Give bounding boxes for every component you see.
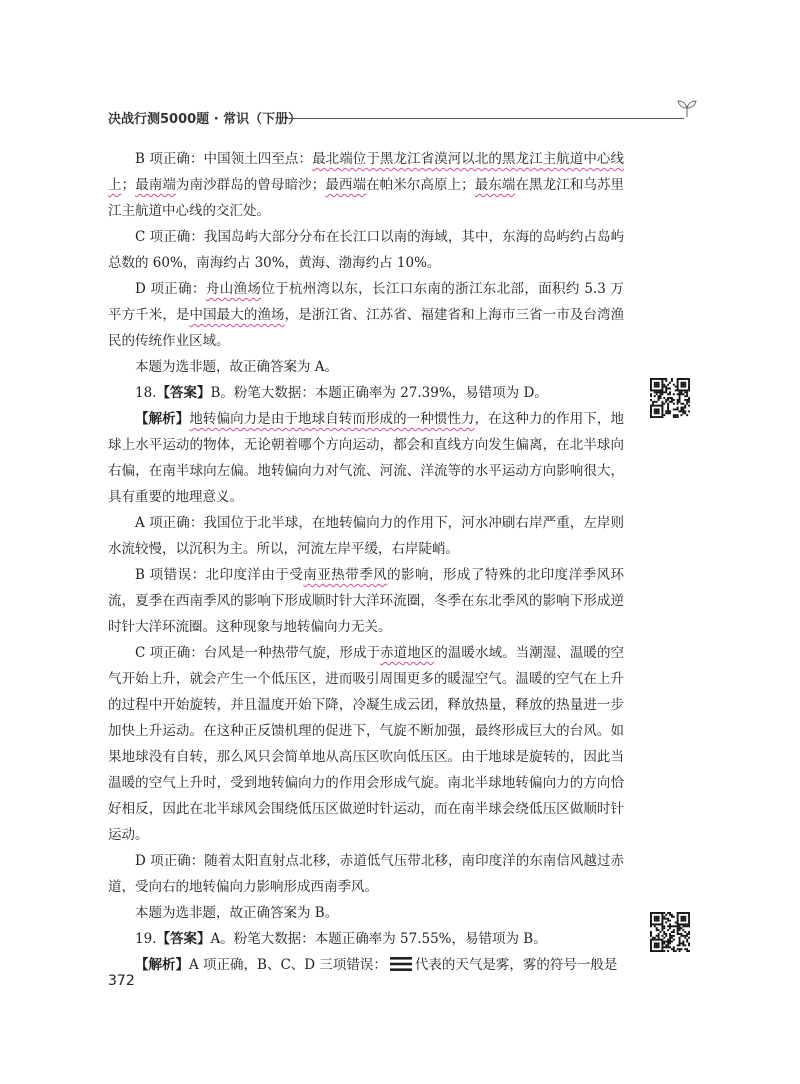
- header-title: 决战行测5000题 · 常识（下册）: [108, 112, 302, 127]
- paragraph-conclusion-17: 本题为选非题，故正确答案为 A。: [135, 359, 339, 375]
- answer-label: 【答案】: [156, 385, 211, 401]
- analysis-label: 【解析】: [135, 957, 189, 973]
- highlight: 最南端: [135, 177, 176, 193]
- answer-18: 18.【答案】B。粉笔大数据：本题正确率为 27.39%，易错项为 D。: [135, 385, 548, 401]
- analysis-18: 【解析】地转偏向力是由于地球自转而形成的一种惯性力，在这种力的作用下，地球上水平运动的物体，无论朝着哪个方向运动，都会和直线方向发生偏离，在北半球向右偏，在南半球向左偏。地转偏向力对气流、河流、洋流等的水平运动方向影响很大，具有重要的地理意义。: [108, 411, 625, 505]
- running-header: [108, 106, 698, 130]
- answer-label: 【答案】: [156, 931, 211, 947]
- highlight: 南亚热带季风: [303, 567, 388, 583]
- paragraph-conclusion-18: 本题为选非题，故正确答案为 B。: [135, 905, 339, 921]
- qr-pattern: [650, 378, 690, 418]
- page-number: 372: [108, 973, 135, 989]
- header-rule: [286, 118, 684, 119]
- analysis-label: 【解析】: [135, 411, 190, 427]
- analysis-19: 【解析】A 项正确，B、C、D 三项错误： 代表的天气是雾，雾的符号一般是: [135, 957, 618, 973]
- highlight: 最西端: [325, 177, 367, 193]
- highlight: 舟山渔场: [205, 281, 262, 297]
- qr-pattern: [650, 912, 690, 952]
- page-body: [108, 146, 624, 978]
- leaf-decoration-icon: [676, 100, 698, 118]
- paragraph-a-correct: A 项正确：我国位于北半球，在地转偏向力的作用下，河水冲刷右岸严重，左岸则水流较慢，以沉积为主。所以，河流左岸平缓，右岸陡峭。: [108, 515, 624, 557]
- qr-code-icon[interactable]: [650, 912, 690, 952]
- paragraph-c-typhoon: C 项正确：台风是一种热带气旋，形成于赤道地区的温暖水域。当潮湿、温暖的空气开始上升，就会产生一个低压区，进而吸引周围更多的暖湿空气。温暖的空气在上升的过程中开始旋转，并且温度开始下降，冷凝生成云团，释放热量，释放的热量进一步加快上升运动。在这种正反馈机理的促进下，气旋不断加强，最终形成巨大的台风。如果地球没有自转，那么风只会简单地从高压区吹向低压区。由于地球是旋转的，因此当温暖的空气上升时，受到地转偏向力的作用会形成气旋。南北半球地转偏向力的方向恰好相反，因此在北半球风会围绕低压区做逆时针运动，而在南半球会绕低压区做顺时针运动。: [108, 645, 625, 843]
- highlight: 最北端位于黑龙江省漠河以北的黑龙江主航道中心线上: [108, 151, 624, 193]
- paragraph-d-correct: D 项正确：舟山渔场位于杭州湾以东，长江口东南的浙江东北部，面积约 5.3 万平方千米，是中国最大的渔场，是浙江省、江苏省、福建省和上海市三省一市及台湾渔民的传统作业区域。: [108, 281, 625, 349]
- paragraph-b-correct: B 项正确：中国领土四至点：最北端位于黑龙江省漠河以北的黑龙江主航道中心线上；最南端为南沙群岛的曾母暗沙；最西端在帕米尔高原上；最东端在黑龙江和乌苏里江主航道中心线的交汇处。: [108, 151, 625, 219]
- fog-weather-symbol-icon: [389, 956, 413, 972]
- highlight: 最东端: [474, 177, 516, 193]
- highlight: 地转偏向力是由于地球自转而形成的一种惯性力: [189, 411, 475, 427]
- paragraph-c-correct: C 项正确：我国岛屿大部分分布在长江口以南的海域，其中，东海的岛屿约占岛屿总数的 60%，南海约占 30%，黄海、渤海约占 10%。: [108, 229, 624, 271]
- paragraph-d-monsoon: D 项正确：随着太阳直射点北移，赤道低气压带北移，南印度洋的东南信风越过赤道，受向右的地转偏向力影响形成西南季风。: [108, 853, 624, 895]
- paragraph-b-wrong: B 项错误：北印度洋由于受南亚热带季风的影响，形成了特殊的北印度洋季风环流，夏季在西南季风的影响下形成顺时针大洋环流圈，冬季在东北季风的影响下形成逆时针大洋环流圈。这种现象与地转偏向力无关。: [108, 567, 625, 635]
- qr-code-icon[interactable]: [650, 378, 690, 418]
- highlight: 赤道地区: [380, 645, 435, 661]
- highlight: 中国最大的渔场: [189, 307, 285, 323]
- answer-19: 19.【答案】A。粉笔大数据：本题正确率为 57.55%，易错项为 B。: [135, 931, 547, 947]
